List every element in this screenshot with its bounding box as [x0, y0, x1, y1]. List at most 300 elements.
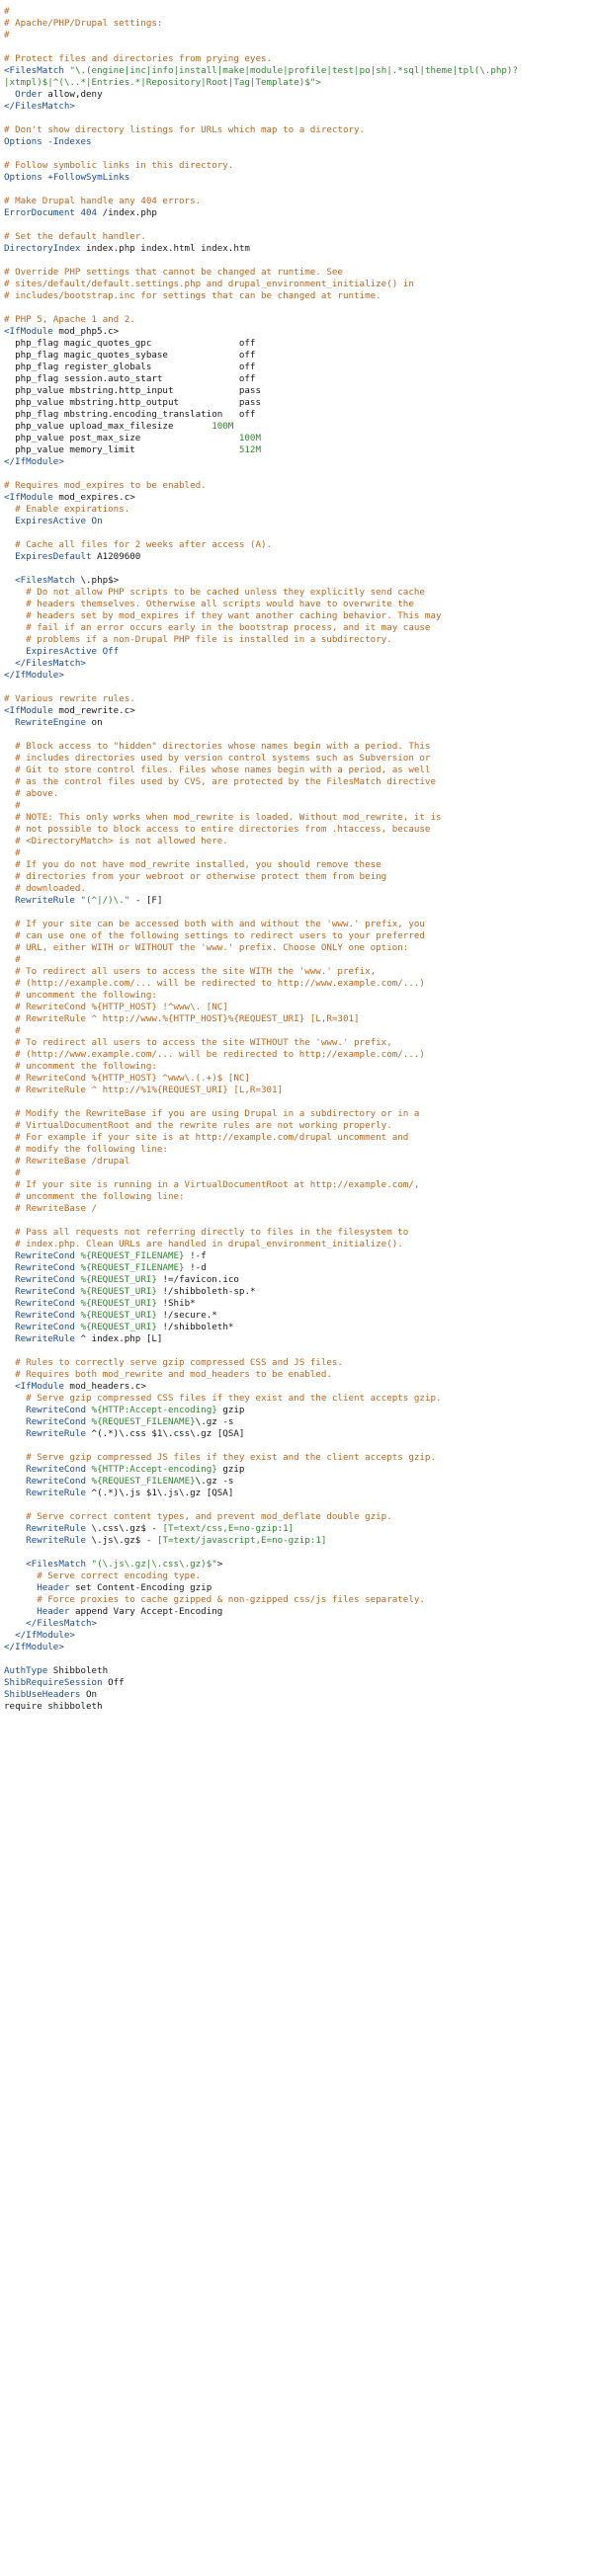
code-comment: # sites/default/default.settings.php and drupal_environment_initialize() in: [4, 279, 414, 289]
code-line: [4, 243, 589, 255]
code-line: [4, 1049, 589, 1061]
code-line: [4, 919, 589, 930]
code-line: [4, 1665, 589, 1677]
code-directive: RewriteRule: [26, 1488, 86, 1498]
code-comment: #: [15, 800, 21, 811]
code-text: [4, 978, 15, 989]
code-line: [4, 113, 589, 124]
code-text: \.css\.gz$ -: [86, 1523, 163, 1534]
code-text: [4, 1570, 37, 1581]
code-comment: # fail if an error occurs early in the bootstrap process, and it may cause: [26, 622, 431, 633]
code-directive: RewriteCond: [26, 1464, 86, 1475]
code-directive: AuthType: [4, 1665, 48, 1676]
code-text: [4, 539, 15, 550]
code-text: [4, 504, 15, 515]
code-comment: # Apache/PHP/Drupal settings:: [4, 18, 163, 29]
code-comment: # Pass all requests not referring directly to files in the filesystem to: [15, 1227, 409, 1238]
code-line: [4, 1653, 589, 1665]
code-line: [4, 1488, 589, 1499]
code-text: [4, 1535, 26, 1546]
code-text: [4, 634, 26, 645]
code-line: [4, 765, 589, 776]
code-line: [4, 599, 589, 610]
code-directive: <FilesMatch: [15, 575, 75, 586]
code-line: [4, 942, 589, 954]
code-string: %{REQUEST_URI}: [80, 1298, 157, 1309]
code-line: [4, 30, 589, 41]
code-text: [4, 1405, 26, 1415]
code-comment: #: [15, 1025, 21, 1036]
code-line: [4, 1428, 589, 1440]
code-directive: Options: [4, 172, 42, 183]
code-text: on: [86, 717, 103, 728]
code-line: [4, 1191, 589, 1203]
code-comment: # Rules to correctly serve gzip compressed CSS and JS files.: [15, 1357, 343, 1368]
code-line: [4, 267, 589, 279]
code-text: [4, 575, 15, 586]
code-line: [4, 373, 589, 385]
code-comment: # VirtualDocumentRoot and the rewrite rules are not working properly.: [15, 1120, 392, 1131]
code-text: [4, 1132, 15, 1143]
code-line: [4, 1156, 589, 1167]
code-comment: # as the control files used by CVS, are protected by the FilesMatch directive: [15, 776, 436, 787]
code-directive: ShibUseHeaders: [4, 1689, 81, 1700]
code-text: php_flag magic_quotes_sybase off: [4, 350, 256, 361]
code-line: [4, 539, 589, 551]
code-text: append Vary Accept-Encoding: [69, 1606, 223, 1617]
code-line: [4, 1002, 589, 1013]
code-string: %{REQUEST_FILENAME}: [91, 1416, 196, 1427]
code-line: [4, 136, 589, 148]
code-comment: # RewriteCond %{HTTP_HOST} ^www\.(.+)$ [NC]: [15, 1073, 250, 1084]
code-line: [4, 1203, 589, 1215]
code-directive: RewriteRule: [15, 1333, 75, 1344]
code-line: [4, 1310, 589, 1322]
code-line: [4, 41, 589, 53]
code-comment: # Serve correct encoding type.: [37, 1570, 202, 1581]
code-comment: # RewriteCond %{HTTP_HOST} !^www\. [NC]: [15, 1002, 228, 1012]
code-comment: # headers set by mod_expires if they want another caching behavior. This may: [26, 610, 442, 621]
code-line: [4, 1606, 589, 1618]
code-string: %{REQUEST_FILENAME}: [80, 1250, 185, 1261]
code-text: [4, 717, 15, 728]
code-comment: # <DirectoryMatch> is not allowed here.: [15, 836, 228, 846]
code-line: [4, 456, 589, 468]
code-line: [4, 1179, 589, 1191]
code-text: [4, 836, 15, 846]
code-text: allow,deny: [42, 89, 103, 100]
code-string: %{REQUEST_URI}: [80, 1322, 157, 1332]
code-line: [4, 1499, 589, 1511]
code-directive: ExpiresActive: [26, 646, 98, 657]
code-text: [4, 1298, 15, 1309]
code-text: [4, 895, 15, 906]
code-line: [4, 871, 589, 883]
code-string: %{REQUEST_FILENAME}: [91, 1476, 196, 1487]
code-line: [4, 527, 589, 539]
code-line: [4, 1286, 589, 1298]
code-comment: # includes directories used by version control systems such as Subversion or: [15, 753, 431, 764]
code-text: php_value post_max_size: [4, 433, 239, 443]
code-text: ^(.*)\.css $1\.css\.gz [QSA]: [86, 1428, 245, 1439]
code-line: [4, 6, 589, 18]
code-line: [4, 551, 589, 563]
code-directive: Off: [102, 646, 120, 657]
code-directive: RewriteCond: [15, 1274, 75, 1285]
code-comment: # (http://example.com/... will be redirected to http://www.example.com/...): [15, 978, 425, 989]
code-text: [4, 1523, 26, 1534]
code-text: [4, 516, 15, 526]
code-string: |xtmpl)$|^(\..*|Entries.*|Repository|Root|Tag|Template)$">: [4, 77, 321, 88]
code-text: [4, 1061, 15, 1072]
code-directive: Options: [4, 136, 42, 147]
code-line: [4, 1120, 589, 1132]
code-comment: # Block access to "hidden" directories whose names begin with a period. This: [15, 741, 431, 752]
code-line: [4, 1025, 589, 1037]
code-line: [4, 1582, 589, 1594]
code-string: 100M: [238, 433, 261, 443]
code-text: [4, 1452, 26, 1463]
code-directive: Order: [15, 89, 42, 100]
code-line: [4, 622, 589, 634]
code-comment: # If you do not have mod_rewrite installed, you should remove these: [15, 859, 381, 870]
code-directive: RewriteCond: [26, 1476, 86, 1487]
code-directive: <FilesMatch: [26, 1559, 86, 1570]
code-line: [4, 1701, 589, 1713]
code-text: !/shibboleth*: [156, 1322, 234, 1332]
code-text: gzip: [216, 1464, 245, 1475]
code-line: [4, 800, 589, 812]
code-text: [4, 824, 15, 835]
code-comment: # Enable expirations.: [15, 504, 130, 515]
code-text: php_flag session.auto_start off: [4, 373, 256, 384]
code-line: [4, 207, 589, 219]
code-text: [4, 599, 26, 609]
code-text: [4, 1085, 15, 1095]
code-text: [4, 1167, 15, 1178]
code-directive: DirectoryIndex: [4, 243, 81, 254]
code-line: [4, 326, 589, 338]
code-text: [4, 1025, 15, 1036]
code-comment: # For example if your site is at http://example.com/drupal uncomment and: [15, 1132, 409, 1143]
code-directive: ShibRequireSession: [4, 1677, 103, 1688]
code-directive: RewriteCond: [15, 1322, 75, 1332]
code-line: [4, 563, 589, 575]
code-comment: # If your site is running in a VirtualDocumentRoot at http://example.com/,: [15, 1179, 420, 1190]
code-comment: # not possible to block access to entire directories from .htaccess, because: [15, 824, 431, 835]
code-text: [4, 1393, 26, 1404]
code-line: [4, 1144, 589, 1156]
code-text: \.js\.gz$ -: [86, 1535, 157, 1546]
code-directive: RewriteCond: [15, 1286, 75, 1297]
code-comment: # To redirect all users to access the site WITHOUT the 'www.' prefix,: [15, 1037, 392, 1048]
code-directive: On: [91, 516, 103, 526]
code-line: [4, 966, 589, 978]
code-text: [4, 1559, 26, 1570]
code-text: gzip: [216, 1405, 245, 1415]
code-line: [4, 504, 589, 516]
code-line: [4, 160, 589, 172]
code-comment: # uncomment the following line:: [15, 1191, 185, 1202]
code-line: [4, 1523, 589, 1535]
code-comment: # Git to store control files. Files whose names begin with a period, as well: [15, 765, 431, 775]
code-text: ^(.*)\.js $1\.js\.gz [QSA]: [86, 1488, 234, 1498]
code-text: [4, 859, 15, 870]
code-text: /index.php: [97, 207, 157, 218]
code-line: [4, 1215, 589, 1227]
code-line: [4, 658, 589, 670]
code-text: [4, 1013, 15, 1024]
code-comment: # index.php. Clean URLs are handled in drupal_environment_initialize().: [15, 1239, 403, 1249]
code-text: [4, 1191, 15, 1202]
code-directive: </IfModule>: [15, 1630, 75, 1641]
code-string: [T=text/javascript,E=no-gzip:1]: [156, 1535, 327, 1546]
code-text: [4, 1369, 15, 1380]
code-text: [4, 587, 26, 598]
code-comment: # Requires mod_expires to be enabled.: [4, 480, 207, 491]
code-string: %{HTTP:Accept-encoding}: [91, 1405, 217, 1415]
code-directive: RewriteCond: [26, 1416, 86, 1427]
code-line: [4, 1262, 589, 1274]
code-line: [4, 1274, 589, 1286]
code-text: \.php$>: [74, 575, 120, 586]
code-comment: # Follow symbolic links in this directory.: [4, 160, 234, 171]
code-text: [4, 930, 15, 941]
code-text: [4, 89, 15, 100]
code-line: [4, 302, 589, 314]
code-string: %{REQUEST_URI}: [80, 1310, 157, 1321]
code-directive: <IfModule: [4, 492, 53, 503]
code-line: [4, 433, 589, 444]
code-directive: RewriteCond: [15, 1250, 75, 1261]
code-line: [4, 1464, 589, 1476]
code-text: [4, 1381, 15, 1392]
code-text: [4, 753, 15, 764]
code-comment: # (http://www.example.com/... will be redirected to http://example.com/...): [15, 1049, 425, 1060]
code-directive: RewriteRule: [15, 895, 75, 906]
code-directive: ExpiresActive: [15, 516, 86, 526]
code-line: [4, 1405, 589, 1416]
code-text: php_value upload_max_filesize: [4, 421, 212, 432]
code-comment: # NOTE: This only works when mod_rewrite is loaded. Without mod_rewrite, it is: [15, 812, 442, 823]
code-text: [4, 800, 15, 811]
code-line: [4, 670, 589, 682]
code-text: >: [216, 1559, 223, 1570]
code-text: mod_php5.c>: [52, 326, 120, 337]
code-text: [4, 812, 15, 823]
code-line: [4, 1096, 589, 1108]
code-text: On: [80, 1689, 98, 1700]
code-text: [4, 1239, 15, 1249]
code-directive: RewriteRule: [26, 1428, 86, 1439]
code-line: [4, 1393, 589, 1405]
code-comment: # Various rewrite rules.: [4, 693, 135, 704]
code-text: [4, 1037, 15, 1048]
code-string: %{HTTP:Accept-encoding}: [91, 1464, 217, 1475]
code-comment: # Requires both mod_rewrite and mod_headers to be enabled.: [15, 1369, 332, 1380]
code-line: [4, 1073, 589, 1085]
code-text: [4, 871, 15, 882]
code-line: [4, 255, 589, 267]
code-line: [4, 1322, 589, 1333]
code-line: [4, 1061, 589, 1073]
code-directive: ErrorDocument: [4, 207, 75, 218]
code-line: [4, 954, 589, 966]
code-text: [4, 1310, 15, 1321]
code-directive: <FilesMatch: [4, 65, 64, 76]
code-directive: 404: [80, 207, 98, 218]
code-line: [4, 1369, 589, 1381]
code-line: [4, 362, 589, 373]
code-line: [4, 231, 589, 243]
code-directive: RewriteEngine: [15, 717, 86, 728]
code-text: php_value mbstring.http_input pass: [4, 385, 261, 396]
code-text: [4, 990, 15, 1001]
code-directive: +FollowSymLinks: [47, 172, 130, 183]
code-comment: # PHP 5, Apache 1 and 2.: [4, 314, 135, 325]
code-line: [4, 693, 589, 705]
code-comment: # headers themselves. Otherwise all scripts would have to overwrite the: [26, 599, 414, 609]
code-comment: #: [15, 847, 21, 858]
code-line: [4, 1357, 589, 1369]
code-comment: # modify the following line:: [15, 1144, 168, 1155]
code-directive: </IfModule>: [4, 1642, 64, 1652]
code-directive: RewriteCond: [15, 1262, 75, 1273]
code-line: [4, 350, 589, 362]
code-comment: # Make Drupal handle any 404 errors.: [4, 196, 202, 206]
code-directive: </FilesMatch>: [4, 101, 75, 112]
code-text: [4, 1108, 15, 1119]
code-comment: # Set the default handler.: [4, 231, 146, 242]
code-text: [4, 1274, 15, 1285]
code-text: [4, 1286, 15, 1297]
code-comment: # To redirect all users to access the site WITH the 'www.' prefix,: [15, 966, 377, 977]
code-comment: # Serve gzip compressed CSS files if they exist and the client accepts gzip.: [26, 1393, 442, 1404]
code-string: %{REQUEST_URI}: [80, 1286, 157, 1297]
code-text: [4, 847, 15, 858]
code-comment: # URL, either WITH or WITHOUT the 'www.' prefix. Choose ONLY one option:: [15, 942, 409, 953]
code-line: [4, 409, 589, 421]
code-text: [4, 741, 15, 752]
code-text: [4, 966, 15, 977]
code-comment: #: [4, 6, 10, 17]
code-line: [4, 101, 589, 113]
code-text: [4, 1179, 15, 1190]
code-directive: </FilesMatch>: [15, 658, 86, 669]
code-line: [4, 930, 589, 942]
code-text: [4, 1511, 26, 1522]
code-text: !=/favicon.ico: [156, 1274, 239, 1285]
code-line: [4, 290, 589, 302]
code-comment: # includes/bootstrap.inc for settings that can be changed at runtime.: [4, 290, 381, 301]
code-line: [4, 397, 589, 409]
code-text: [4, 765, 15, 775]
code-text: \.gz -s: [195, 1416, 234, 1427]
code-line: [4, 753, 589, 765]
code-line: [4, 1630, 589, 1642]
code-text: [4, 1606, 37, 1617]
code-string: 100M: [212, 421, 234, 432]
code-directive: Header: [37, 1606, 70, 1617]
code-comment: # Do not allow PHP scripts to be cached unless they explicitly send cache: [26, 587, 425, 598]
code-string: %{REQUEST_FILENAME}: [80, 1262, 185, 1273]
code-line: [4, 1013, 589, 1025]
code-line: [4, 1440, 589, 1452]
code-text: \.gz -s: [195, 1476, 234, 1487]
code-comment: # Don't show directory listings for URLs which map to a directory.: [4, 124, 366, 135]
code-directive: </IfModule>: [4, 456, 64, 467]
code-text: Shibboleth: [47, 1665, 109, 1676]
code-line: [4, 89, 589, 101]
code-text: php_value memory_limit: [4, 444, 239, 455]
code-line: [4, 717, 589, 729]
code-line: [4, 895, 589, 907]
code-line: [4, 124, 589, 136]
code-text: [4, 1333, 15, 1344]
code-line: [4, 1227, 589, 1239]
code-text: !/secure.*: [156, 1310, 217, 1321]
code-comment: # above.: [15, 788, 59, 799]
code-line: [4, 480, 589, 492]
code-line: [4, 741, 589, 753]
code-directive: Header: [37, 1582, 70, 1593]
code-text: !/shibboleth-sp.*: [156, 1286, 256, 1297]
code-line: [4, 1132, 589, 1144]
code-line: [4, 824, 589, 836]
code-text: [4, 1144, 15, 1155]
code-string: "\.(engine|inc|info|install|make|module|profile|test|po|sh|.*sql|theme|tpl(\.php)?: [69, 65, 518, 76]
code-line: [4, 907, 589, 919]
code-line: [4, 53, 589, 65]
code-line: [4, 1570, 589, 1582]
code-text: [4, 1049, 15, 1060]
code-line: [4, 1381, 589, 1393]
code-line: [4, 65, 589, 77]
code-directive: </IfModule>: [4, 670, 64, 681]
code-comment: # can use one of the following settings to redirect users to your preferred: [15, 930, 425, 941]
code-line: [4, 705, 589, 717]
code-directive: <IfModule: [4, 326, 53, 337]
code-line: [4, 1594, 589, 1606]
code-text: mod_expires.c>: [52, 492, 135, 503]
code-text: php_value mbstring.http_output pass: [4, 397, 261, 408]
code-text: [4, 954, 15, 965]
code-text: [4, 1250, 15, 1261]
code-text: [4, 1618, 26, 1629]
code-directive: <IfModule: [4, 705, 53, 716]
code-text: index.php index.html index.htm: [80, 243, 250, 254]
code-line: [4, 634, 589, 646]
code-line: [4, 172, 589, 184]
code-comment: # Cache all files for 2 weeks after access (A).: [15, 539, 273, 550]
code-text: [4, 1073, 15, 1084]
code-line: [4, 421, 589, 433]
code-line: [4, 184, 589, 196]
code-comment: # directories from your webroot or otherwise protect them from being: [15, 871, 387, 882]
code-text: [4, 942, 15, 953]
code-string: 512M: [238, 444, 261, 455]
code-line: [4, 18, 589, 30]
code-line: [4, 587, 589, 599]
code-text: [4, 883, 15, 894]
code-line: [4, 729, 589, 741]
code-text: [4, 1227, 15, 1238]
code-text: mod_rewrite.c>: [52, 705, 135, 716]
code-line: [4, 1250, 589, 1262]
code-text: [4, 1322, 15, 1332]
code-comment: # Protect files and directories from prying eyes.: [4, 53, 273, 64]
code-line: [4, 610, 589, 622]
